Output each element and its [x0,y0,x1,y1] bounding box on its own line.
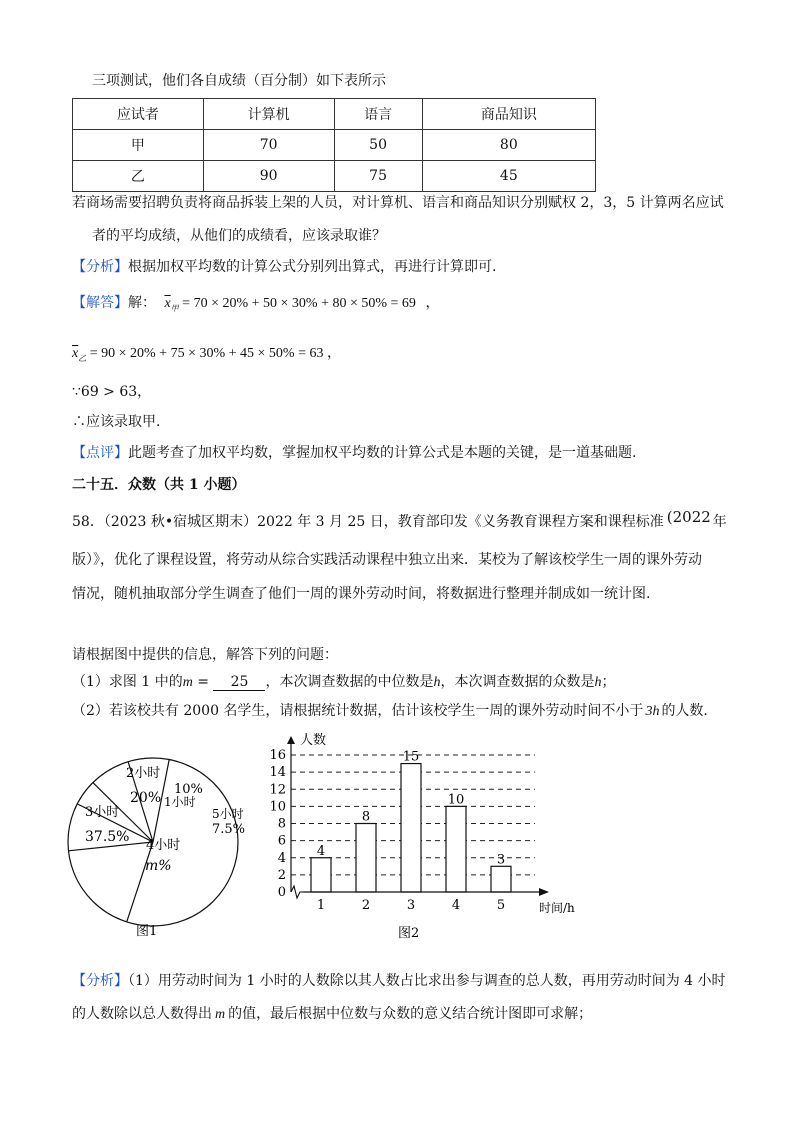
x-tick-label: 2 [361,898,371,913]
formula-end: ， [425,295,440,311]
pie-chart-figure [60,752,250,952]
question-58-line-1 [72,508,727,531]
answer-tag: 【解答】 [72,295,128,311]
bar [311,858,331,892]
var-m: m [182,675,193,690]
subquestion-2 [72,700,708,720]
question-58-line-2: 版）》，优化了课程设置，将劳动从综合实践活动课程中独立出来．某校为了解该校学生一周的课外劳动 [72,552,702,568]
answer-label: 解： [128,295,156,311]
table-cell: 甲 [73,130,204,161]
bar [491,866,511,892]
table-row [73,161,596,192]
formula-2 [72,342,341,364]
x-axis-arrow [539,888,549,896]
scores-table [72,98,596,192]
bar-caption: 图2 [398,926,420,941]
question-line-1: 若商场需要招聘负责将商品拆装上架的人员，对计算机、语言和商品知识分别赋权 2，3，5 计算两名应试 [72,195,724,211]
analysis-2-text: 的值，最后根据中位数与众数的意义结合统计图即可求解； [228,1006,593,1022]
section-title: 二十五．众数（共 1 小题） [72,477,246,493]
pie-label-2h-name: 2小时 [126,766,161,781]
comment-text: 此题考查了加权平均数，掌握加权平均数的计算公式是本题的关键，是一道基础题. [128,445,637,461]
analysis-paragraph [72,256,496,276]
bar-value-label: 3 [496,852,506,868]
y-tick-label: 8 [277,816,286,832]
table-cell: 80 [422,130,595,161]
subquestion-1 [72,671,615,691]
y-tick-label: 0 [277,885,286,900]
answer-blank: 25 [213,674,265,691]
var-h: h [594,675,602,690]
pie-label-1h-pct: 10% [174,782,203,797]
formula-body: = 90 × 20% + 75 × 30% + 45 × 50% = 63 [89,346,324,361]
formula-body: = 70 × 20% + 50 × 30% + 80 × 50% = 69 [182,296,416,311]
axis-break-mark [291,886,303,898]
comment-tag: 【点评】 [72,445,128,461]
intro-text: 三项测试，他们各自成绩（百分制）如下表所示 [92,73,386,89]
formula-end: ， [326,346,341,361]
analysis-text: 根据加权平均数的计算公式分别列出算式，再进行计算即可. [128,259,497,275]
table-cell: 90 [203,161,334,192]
q58-text: 58．（2023 秋•宿城区期末）2022 年 3 月 25 日，教育部印发《义务教育课程方案和课程标准 [72,514,664,530]
x-tick-label: 3 [406,898,416,913]
y-tick-label: 12 [269,782,286,798]
mean-symbol: $\overline{x}$ [164,296,171,311]
subq2-text: 的人数. [661,703,708,719]
table-cell: 50 [334,130,422,161]
var-3h: 3h [645,704,660,719]
analysis-tag: 【分析】 [72,259,128,275]
bar [401,764,421,892]
because-line: ∵69 > 63， [72,384,152,400]
analysis-2-text: 的人数除以总人数得出 [72,1006,212,1022]
analysis-2-line-1 [72,970,726,990]
bar-value-label: 15 [402,749,420,765]
mean-symbol: $\overline{x}$ [72,346,79,361]
subq1-text: ，本次调查数据的中位数是 [265,674,434,690]
therefore-line: ∴应该录取甲. [72,414,161,430]
pie-label-5h-name: 5小时 [212,807,244,821]
pie-slice-divider [127,842,153,922]
y-tick-label: 10 [269,799,286,815]
pie-label-3h-pct: 37.5% [85,829,130,845]
table-cell: 45 [422,161,595,192]
pie-label-1h-name: 1小时 [164,795,196,809]
bar-value-label: 10 [447,792,465,808]
pie-label-3h-name: 3小时 [85,805,120,820]
x-tick-label: 1 [316,898,326,913]
pie-label-4h-pct: m% [145,858,172,874]
mean-subscript: 甲 [170,303,179,313]
table-header-cell: 语言 [334,99,422,130]
comment-paragraph [72,442,636,462]
y-axis-label: 人数 [300,733,327,748]
analysis-2-text: （1）用劳动时间为 1 小时的人数除以其人数占比求出参与调查的总人数，再用劳动时间为 4 小时 [128,973,726,989]
y-axis-arrow [287,736,295,744]
x-tick-label: 4 [451,898,461,913]
prompt-text: 请根据图中提供的信息，解答下列的问题： [72,647,338,663]
question-line-2: 者的平均成绩，从他们的成绩看，应该录取谁？ [92,228,386,244]
bar-value-label: 8 [361,809,371,825]
table-header-cell: 应试者 [73,99,204,130]
analysis-2-line-2 [72,1003,592,1023]
answer-line [72,292,439,314]
y-tick-label: 2 [277,867,286,883]
subq2-text: （2）若该校共有 2000 名学生，请根据统计数据，估计该校学生一周的课外劳动时间不小于 [72,703,644,719]
table-header-cell: 商品知识 [422,99,595,130]
bar [356,824,376,893]
pie-caption: 图1 [136,924,158,939]
question-58-line-3: 情况，随机抽取部分学生调查了他们一周的课外劳动时间，将数据进行整理并制成如一统计图. [72,586,651,602]
table-cell: 乙 [73,161,204,192]
pie-label-5h-pct: 7.5% [212,822,246,837]
subq1-text: ； [601,674,616,690]
y-tick-label: 16 [269,748,286,763]
bar-chart-figure [258,728,588,946]
formula-1 [164,296,419,311]
y-tick-label: 6 [277,833,286,849]
var-h: h [433,675,441,690]
equals: = [192,674,214,690]
x-tick-label: 5 [496,898,506,913]
bar-value-label: 4 [316,843,326,859]
var-m: m [215,1007,226,1022]
analysis-tag: 【分析】 [72,973,128,989]
q58-year-suffix: 年 [712,514,727,530]
y-tick-label: 14 [269,765,286,781]
y-tick-label: 4 [277,850,286,866]
table-header-cell: 计算机 [203,99,334,130]
x-axis-label: 时间/h [539,901,575,915]
table-cell: 75 [334,161,422,192]
subq1-text: ，本次调查数据的众数是 [440,674,595,690]
mean-subscript: 乙 [78,353,87,363]
table-header-row [73,99,596,130]
pie-label-4h-name: 4小时 [146,838,181,853]
table-row [73,130,596,161]
subq1-text: （1）求图 1 中的 [72,674,183,690]
bar [446,806,466,892]
table-cell: 70 [203,130,334,161]
q58-year: (2022 [666,508,711,526]
pie-label-2h-pct: 20% [130,790,162,806]
